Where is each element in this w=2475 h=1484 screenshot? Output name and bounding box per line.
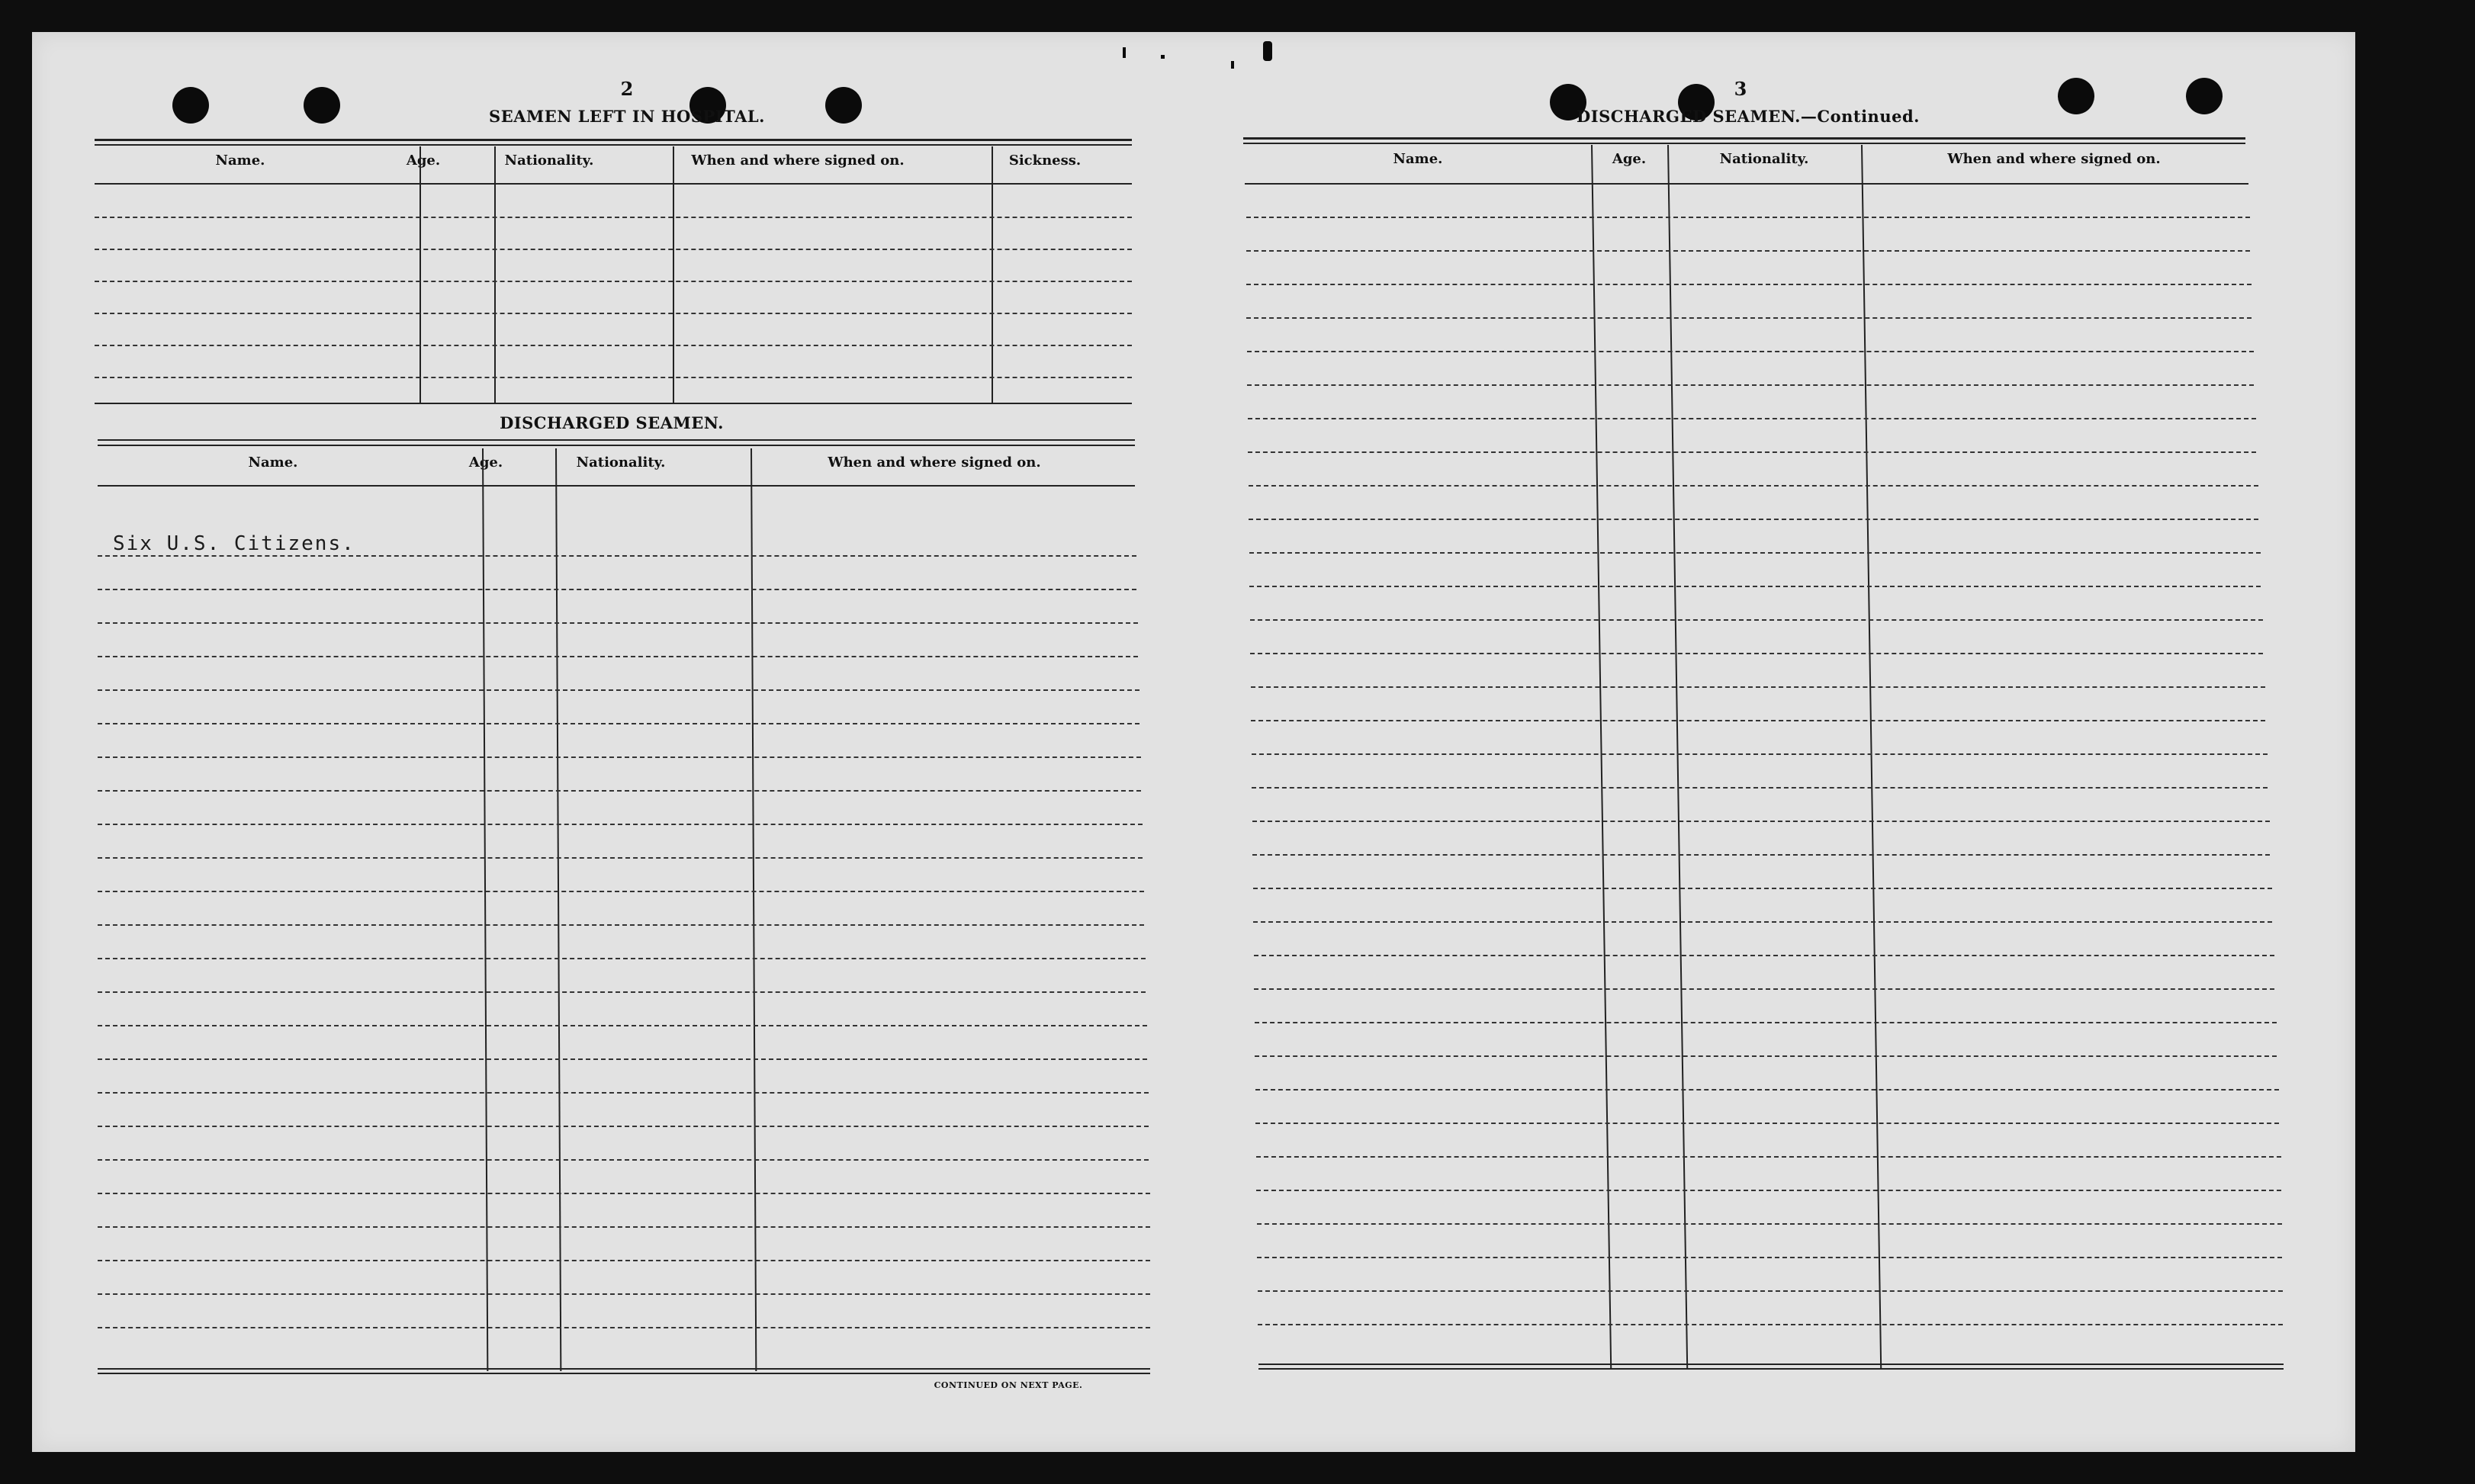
column-divider	[419, 146, 421, 403]
header-rule	[1245, 183, 2248, 185]
col-header-age: Age.	[468, 455, 503, 471]
continued-footnote: CONTINUED ON NEXT PAGE.	[934, 1380, 1083, 1390]
row-line	[95, 281, 1132, 282]
row-line	[1249, 552, 2261, 554]
ink-mark	[1231, 61, 1234, 69]
row-line	[98, 790, 1141, 792]
row-line	[98, 958, 1146, 959]
punch-hole	[172, 87, 209, 124]
rule	[1243, 137, 2245, 140]
row-line	[95, 403, 1132, 404]
row-line	[98, 891, 1144, 892]
header-rule	[95, 183, 1132, 185]
rule	[98, 439, 1135, 441]
col-header-nationality: Nationality.	[504, 153, 594, 169]
row-line	[1247, 384, 2254, 386]
row-line	[1258, 1324, 2283, 1325]
row-line	[98, 1058, 1147, 1060]
row-line	[1246, 250, 2250, 252]
row-line	[98, 1327, 1150, 1328]
page-number-right: 3	[1734, 78, 1747, 100]
ink-mark	[1161, 55, 1165, 59]
column-divider	[494, 146, 496, 403]
row-line	[98, 1025, 1147, 1026]
row-line	[98, 1260, 1150, 1261]
row-line	[1251, 686, 2265, 688]
punch-hole	[2186, 78, 2223, 114]
row-line	[98, 622, 1138, 624]
row-line	[1249, 586, 2261, 587]
row-line	[1255, 1022, 2277, 1023]
row-line	[1246, 217, 2250, 218]
row-line	[95, 313, 1132, 314]
row-line	[1258, 1290, 2283, 1292]
row-line	[1247, 351, 2254, 352]
row-line	[98, 991, 1146, 993]
row-line	[98, 1293, 1150, 1295]
hospital-section-title: SEAMEN LEFT IN HOSPITAL.	[489, 107, 765, 126]
column-divider	[555, 448, 561, 1371]
row-line	[1253, 921, 2272, 923]
col-header-nationality: Nationality.	[576, 455, 666, 471]
row-line	[98, 1373, 1150, 1374]
row-line	[1252, 821, 2270, 822]
ink-mark	[1263, 41, 1272, 61]
row-line	[98, 589, 1136, 590]
row-line	[98, 1226, 1150, 1228]
col-header-name: Name.	[215, 153, 265, 169]
ink-mark	[1123, 47, 1126, 58]
row-line	[98, 723, 1139, 724]
row-line	[95, 345, 1132, 346]
col-header-age: Age.	[1612, 151, 1647, 167]
row-line	[95, 217, 1132, 218]
col-header-name: Name.	[248, 455, 298, 471]
row-line	[1249, 519, 2258, 520]
discharged-continued-title: DISCHARGED SEAMEN.—Continued.	[1577, 107, 1920, 126]
col-header-nationality: Nationality.	[1719, 151, 1809, 167]
row-line	[98, 555, 1136, 557]
page-number-left: 2	[620, 78, 634, 100]
col-header-sickness: Sickness.	[1008, 153, 1082, 169]
rule	[1243, 143, 2245, 144]
row-line	[98, 1159, 1149, 1161]
row-line	[95, 249, 1132, 250]
row-line	[1256, 1156, 2281, 1158]
row-line	[1249, 485, 2258, 487]
row-line	[1248, 418, 2256, 419]
row-line	[98, 1193, 1150, 1194]
header-rule	[98, 485, 1135, 487]
row-line	[1251, 720, 2265, 721]
row-line	[98, 857, 1143, 859]
row-line	[98, 656, 1138, 657]
row-line	[98, 689, 1139, 691]
row-line	[1255, 1089, 2279, 1091]
row-line	[1252, 854, 2270, 856]
column-divider	[482, 448, 488, 1371]
row-line	[98, 1126, 1149, 1127]
row-line	[1248, 451, 2256, 453]
col-header-name: Name.	[1393, 151, 1443, 167]
column-divider	[1861, 145, 1882, 1370]
punch-hole	[2058, 78, 2094, 114]
row-line	[1250, 653, 2263, 654]
row-line	[1255, 1055, 2277, 1057]
col-header-signed-on: When and where signed on.	[828, 455, 1041, 471]
row-line	[98, 1368, 1150, 1370]
row-line	[1258, 1364, 2284, 1365]
rule	[95, 144, 1132, 146]
column-divider	[1667, 145, 1688, 1370]
column-divider	[992, 146, 993, 403]
discharged-table-left	[98, 448, 1150, 1386]
ledger-sheet	[32, 32, 2355, 1452]
col-header-age: Age.	[406, 153, 441, 169]
discharged-section-title: DISCHARGED SEAMEN.	[500, 413, 724, 432]
rule	[95, 139, 1132, 141]
discharged-entry: Six U.S. Citizens.	[113, 532, 355, 555]
punch-hole	[304, 87, 340, 124]
row-line	[1253, 888, 2272, 889]
row-line	[98, 924, 1144, 926]
hospital-table	[95, 146, 1132, 406]
row-line	[1252, 753, 2268, 755]
row-line	[1254, 955, 2274, 956]
col-header-signed-on: When and where signed on.	[691, 153, 905, 169]
row-line	[98, 1092, 1149, 1094]
row-line	[1255, 1123, 2279, 1124]
row-line	[1254, 988, 2274, 990]
column-divider	[1591, 145, 1612, 1370]
row-line	[1256, 1190, 2281, 1191]
row-line	[1252, 787, 2268, 789]
row-line	[98, 824, 1143, 825]
row-line	[1246, 317, 2252, 319]
row-line	[1246, 284, 2252, 285]
column-divider	[673, 146, 674, 403]
row-line	[1250, 619, 2263, 621]
row-line	[1257, 1257, 2282, 1258]
col-header-signed-on: When and where signed on.	[1947, 151, 2161, 167]
discharged-table-right	[1245, 145, 2282, 1380]
row-line	[1258, 1368, 2284, 1370]
row-line	[98, 756, 1141, 758]
rule	[98, 445, 1135, 446]
row-line	[95, 377, 1132, 378]
row-line	[1257, 1223, 2282, 1225]
column-divider	[751, 448, 757, 1371]
